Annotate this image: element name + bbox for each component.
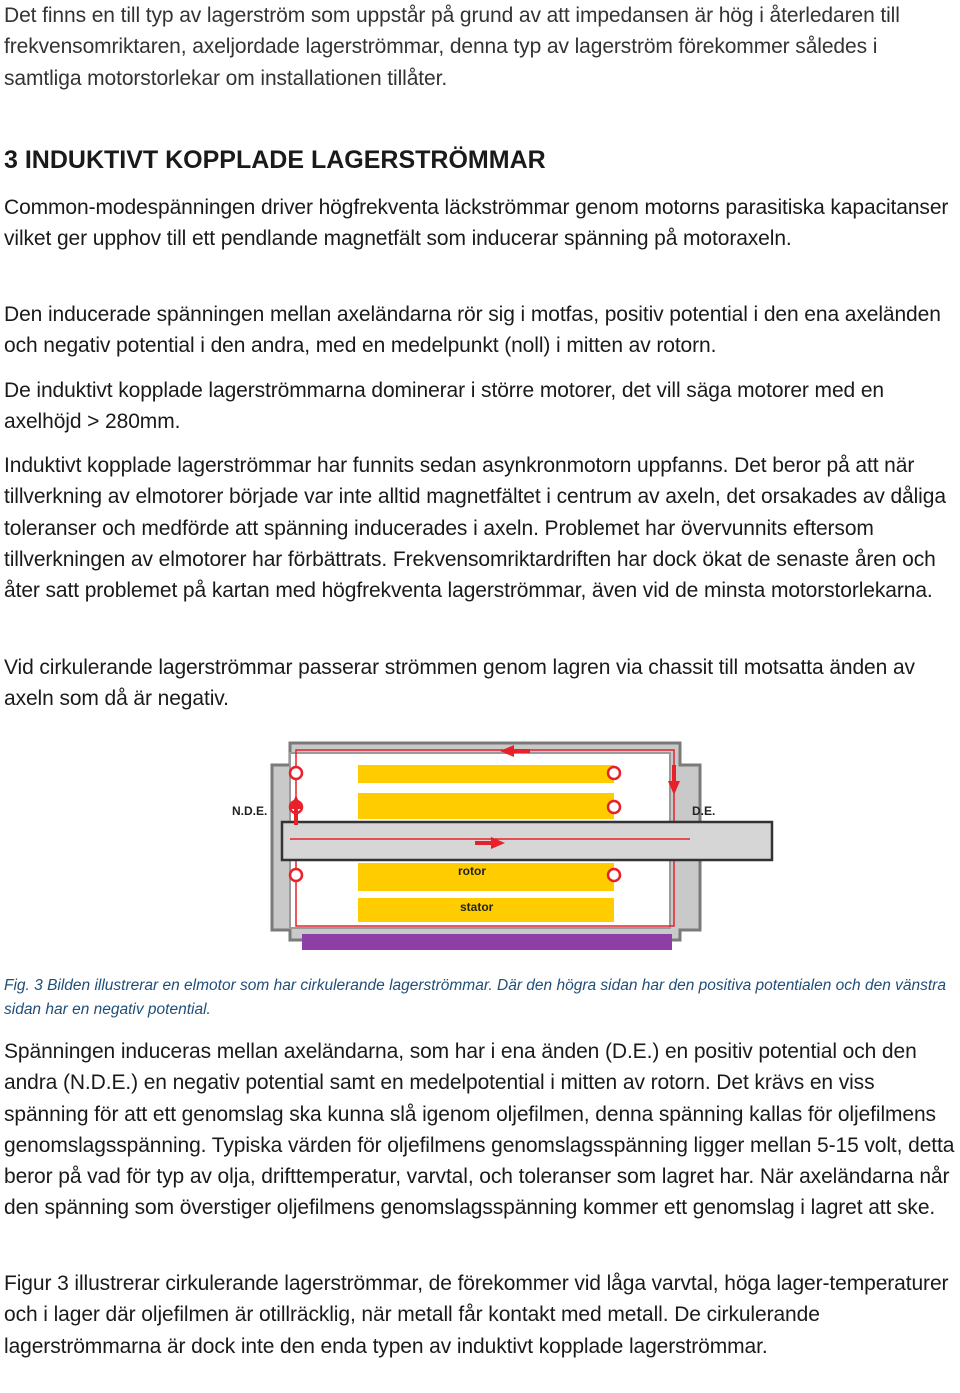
paragraph-3: De induktivt kopplade lagerströmmarna dominerar i större motorer, det vill säga motorer med en axelhöjd > 280mm. bbox=[4, 379, 884, 434]
label-nde: N.D.E. bbox=[232, 804, 268, 818]
section-heading: 3 INDUKTIVT KOPPLADE LAGERSTRÖMMAR bbox=[4, 146, 546, 174]
rotor-bottom bbox=[358, 863, 614, 891]
motor-base bbox=[302, 934, 672, 950]
motor-diagram bbox=[230, 735, 775, 955]
label-rotor: rotor bbox=[458, 864, 486, 878]
paragraph-1: Common-modespänningen driver högfrekventa läckströmmar genom motorns parasitiska kapacitanser vilket ger upphov till ett pendlande magnetfält som inducerar spänning på motoraxeln. bbox=[4, 196, 949, 251]
paragraph-2: Den inducerade spänningen mellan axeländarna rör sig i motfas, positiv potential i den ena axeländen och negativ potential i den andra, med en medelpunkt (noll) i mitten av rotorn. bbox=[4, 303, 941, 358]
label-stator: stator bbox=[460, 900, 494, 914]
bearing-icon bbox=[290, 767, 302, 779]
bearing-icon bbox=[608, 801, 620, 813]
paragraph-6: Spänningen induceras mellan axeländarna, som har i ena änden (D.E.) en positiv potential och den andra (N.D.E.) en negativ potential samt en medelpotential i mitten av rotorn. Det krävs en viss spänning för att ett genomslag ska kunna slå igenom oljefilmen, denna spänning kallas för oljefilmens genomslagsspänning. Typiska värden för oljefilmens genomslagsspänning ligger mellan 5-15 volt, detta beror på vad för typ av olja, drifttemperatur, varvtal, och toleranser som lagret har. När axeländarna når den spänning som överstiger oljefilmens genomslagsspänning kommer ett genomslag i lagret att ske. bbox=[4, 1040, 955, 1220]
rotor-top bbox=[358, 793, 614, 819]
intro-paragraph: Det finns en till typ av lagerström som uppstår på grund av att impedansen är hög i återledaren till frekvensomriktaren, axeljordade lagerströmmar, denna typ av lagerström förekommer således i samtliga motorstorlekar om installationen tillåter. bbox=[4, 4, 900, 90]
bearing-icon bbox=[290, 869, 302, 881]
figure-caption: Fig. 3 Bilden illustrerar en elmotor som har cirkulerande lagerströmmar. Där den högra sidan har den positiva potentialen och den vänstra sidan har en negativ potential. bbox=[4, 977, 946, 1018]
stator-top bbox=[358, 765, 614, 783]
paragraph-5: Vid cirkulerande lagerströmmar passerar strömmen genom lagren via chassit till motsatta änden av axeln som då är negativ. bbox=[4, 656, 915, 711]
paragraph-7: Figur 3 illustrerar cirkulerande lagerströmmar, de förekommer vid låga varvtal, höga lager-temperaturer och i lager där oljefilmen är otillräcklig, när metall får kontakt med metall. De cirkulerande lagerströmmarna är dock inte den enda typen av induktivt kopplade lagerströmmar. bbox=[4, 1272, 949, 1358]
paragraph-4: Induktivt kopplade lagerströmmar har funnits sedan asynkronmotorn uppfanns. Det beror på att när tillverkning av elmotorer började var inte alltid magnetfältet i centrum av axeln, det orsakades av dåliga toleranser och medförde att spänning inducerades i axeln. Problemet har övervunnits eftersom tillverkningen av elmotorer har förbättrats. Frekvensomriktardriften har dock ökat de senaste åren och åter satt problemet på kartan med högfrekventa lagerströmmar, även vid de minsta motorstorlekarna. bbox=[4, 454, 946, 603]
bearing-icon bbox=[608, 767, 620, 779]
label-de: D.E. bbox=[692, 804, 716, 818]
shaft bbox=[282, 822, 772, 860]
motor-figure bbox=[230, 735, 775, 955]
bearing-icon bbox=[608, 869, 620, 881]
